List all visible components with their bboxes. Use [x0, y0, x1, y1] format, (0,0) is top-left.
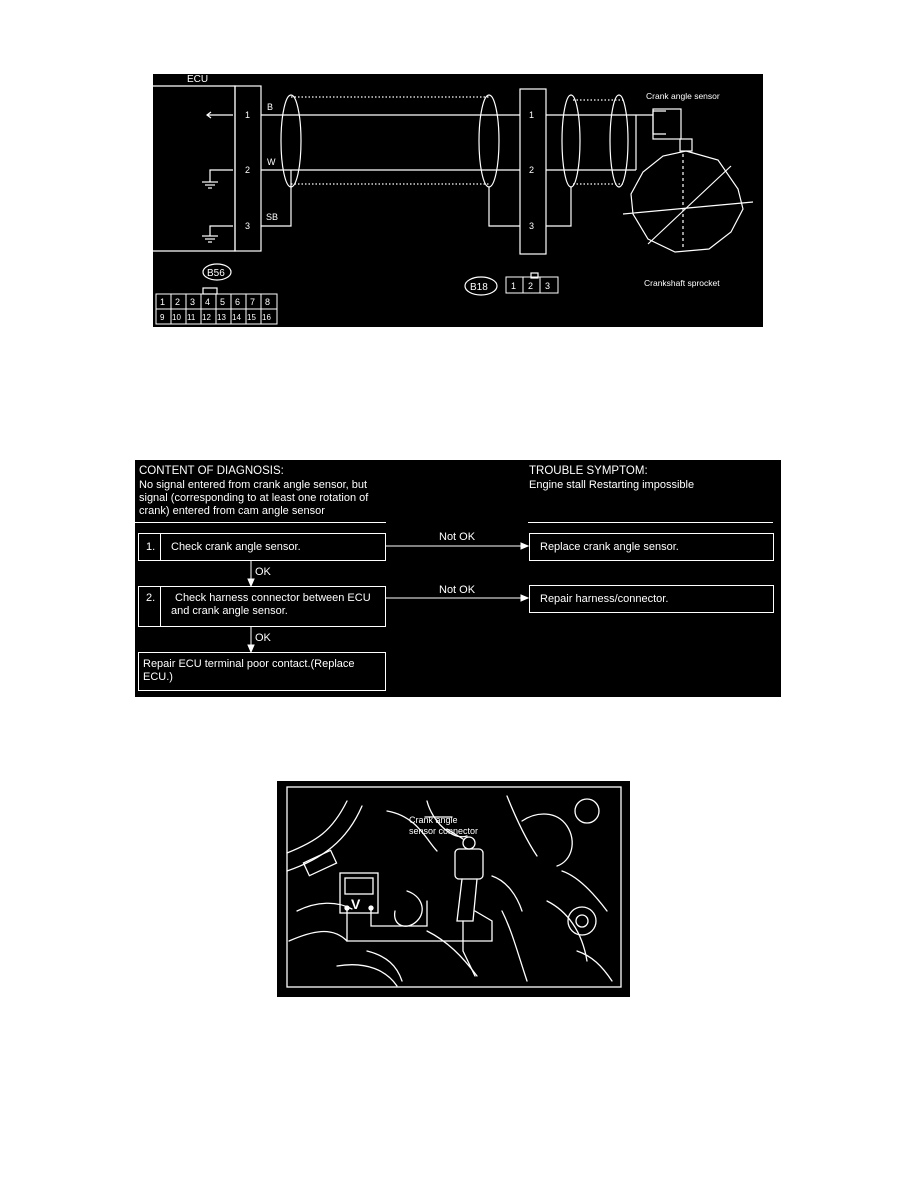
ecu-pin-1: 1 [245, 110, 251, 120]
ecu-pin-3: 3 [245, 221, 251, 231]
svg-text:3: 3 [190, 297, 196, 307]
svg-text:10: 10 [172, 313, 181, 322]
step-1-result-text: Replace crank angle sensor. [540, 541, 679, 553]
wire-color-b: B [267, 102, 274, 112]
trouble-symptom-text: Engine stall Restarting impossible [529, 479, 695, 491]
svg-text:11: 11 [187, 313, 196, 322]
content-line-1: No signal entered from crank angle sensor, but [139, 479, 368, 491]
svg-text:6: 6 [235, 297, 241, 307]
sensor-connector-shape [455, 849, 483, 879]
step-2-number: 2. [146, 592, 156, 604]
content-line-2: signal (corresponding to at least one rotation of [139, 492, 369, 504]
svg-text:9: 9 [160, 313, 165, 322]
crank-angle-sensor-label: Crank angle sensor [646, 91, 720, 101]
step-1-text: Check crank angle sensor. [171, 541, 301, 553]
engine-bay-sketch [277, 781, 630, 997]
ground-wire-2 [210, 170, 233, 182]
content-line-3: crank) entered from cam angle sensor [139, 505, 325, 517]
step-1-number: 1. [146, 541, 156, 553]
ground-wire-3 [210, 226, 233, 236]
mid-pin-1: 1 [529, 110, 535, 120]
wire-color-w: W [267, 157, 276, 167]
final-line-1: Repair ECU terminal poor contact.(Replace [143, 658, 355, 670]
divider-right [528, 522, 773, 523]
svg-text:5: 5 [220, 297, 226, 307]
svg-text:2: 2 [175, 297, 181, 307]
connector-b18-pin-labels [511, 281, 550, 291]
voltmeter-lead-negative [371, 901, 427, 926]
ok-label-1: OK [255, 566, 271, 578]
final-line-2: ECU.) [143, 671, 173, 683]
mid-pin-3: 3 [529, 221, 535, 231]
ecu-label: ECU [187, 74, 209, 85]
step-2-not-ok-label: Not OK [439, 584, 476, 596]
step-2-result-text: Repair harness/connector. [540, 593, 669, 605]
svg-text:4: 4 [205, 297, 211, 307]
step-2-box [138, 586, 386, 627]
step-1-box [138, 533, 386, 561]
final-action-box [138, 652, 386, 691]
step-1-not-ok-label: Not OK [439, 531, 476, 543]
trouble-symptom-heading: TROUBLE SYMPTOM: [529, 465, 648, 477]
connector-b56-id: B56 [207, 268, 225, 279]
step-2-line-1: Check harness connector between ECU [175, 592, 371, 604]
svg-text:1: 1 [160, 297, 166, 307]
svg-text:16: 16 [262, 313, 271, 322]
svg-text:2: 2 [528, 281, 534, 291]
step-2-line-2: and crank angle sensor. [171, 605, 288, 617]
crankshaft-sprocket-shape [631, 151, 743, 252]
wiring-diagram [153, 74, 763, 327]
crankshaft-sprocket-label: Crankshaft sprocket [644, 278, 720, 288]
voltmeter-symbol: V [351, 896, 361, 912]
content-of-diagnosis-heading: CONTENT OF DIAGNOSIS: [139, 465, 284, 477]
svg-text:13: 13 [217, 313, 226, 322]
step-1-result-box [529, 533, 774, 561]
connector-b56-top-labels [160, 297, 270, 307]
svg-text:12: 12 [202, 313, 211, 322]
svg-text:8: 8 [265, 297, 271, 307]
svg-text:7: 7 [250, 297, 256, 307]
wiring-diagram-svg [153, 74, 763, 327]
svg-text:1: 1 [511, 281, 517, 291]
svg-text:3: 3 [545, 281, 551, 291]
divider-left [135, 522, 386, 523]
crank-angle-sensor-connector-label-2: sensor connector [409, 826, 479, 836]
wire-color-sb: SB [266, 212, 279, 222]
ok-label-2: OK [255, 632, 271, 644]
step-2-result-box [529, 585, 774, 613]
mid-pin-2: 2 [529, 165, 535, 175]
diagnosis-flowchart [135, 460, 781, 697]
svg-text:14: 14 [232, 313, 241, 322]
crank-angle-sensor-connector-label-1: Crank angle [409, 815, 458, 825]
ecu-pin-2: 2 [245, 165, 251, 175]
connector-location-illustration [277, 781, 630, 997]
svg-text:15: 15 [247, 313, 256, 322]
connector-b18-id: B18 [470, 282, 488, 293]
